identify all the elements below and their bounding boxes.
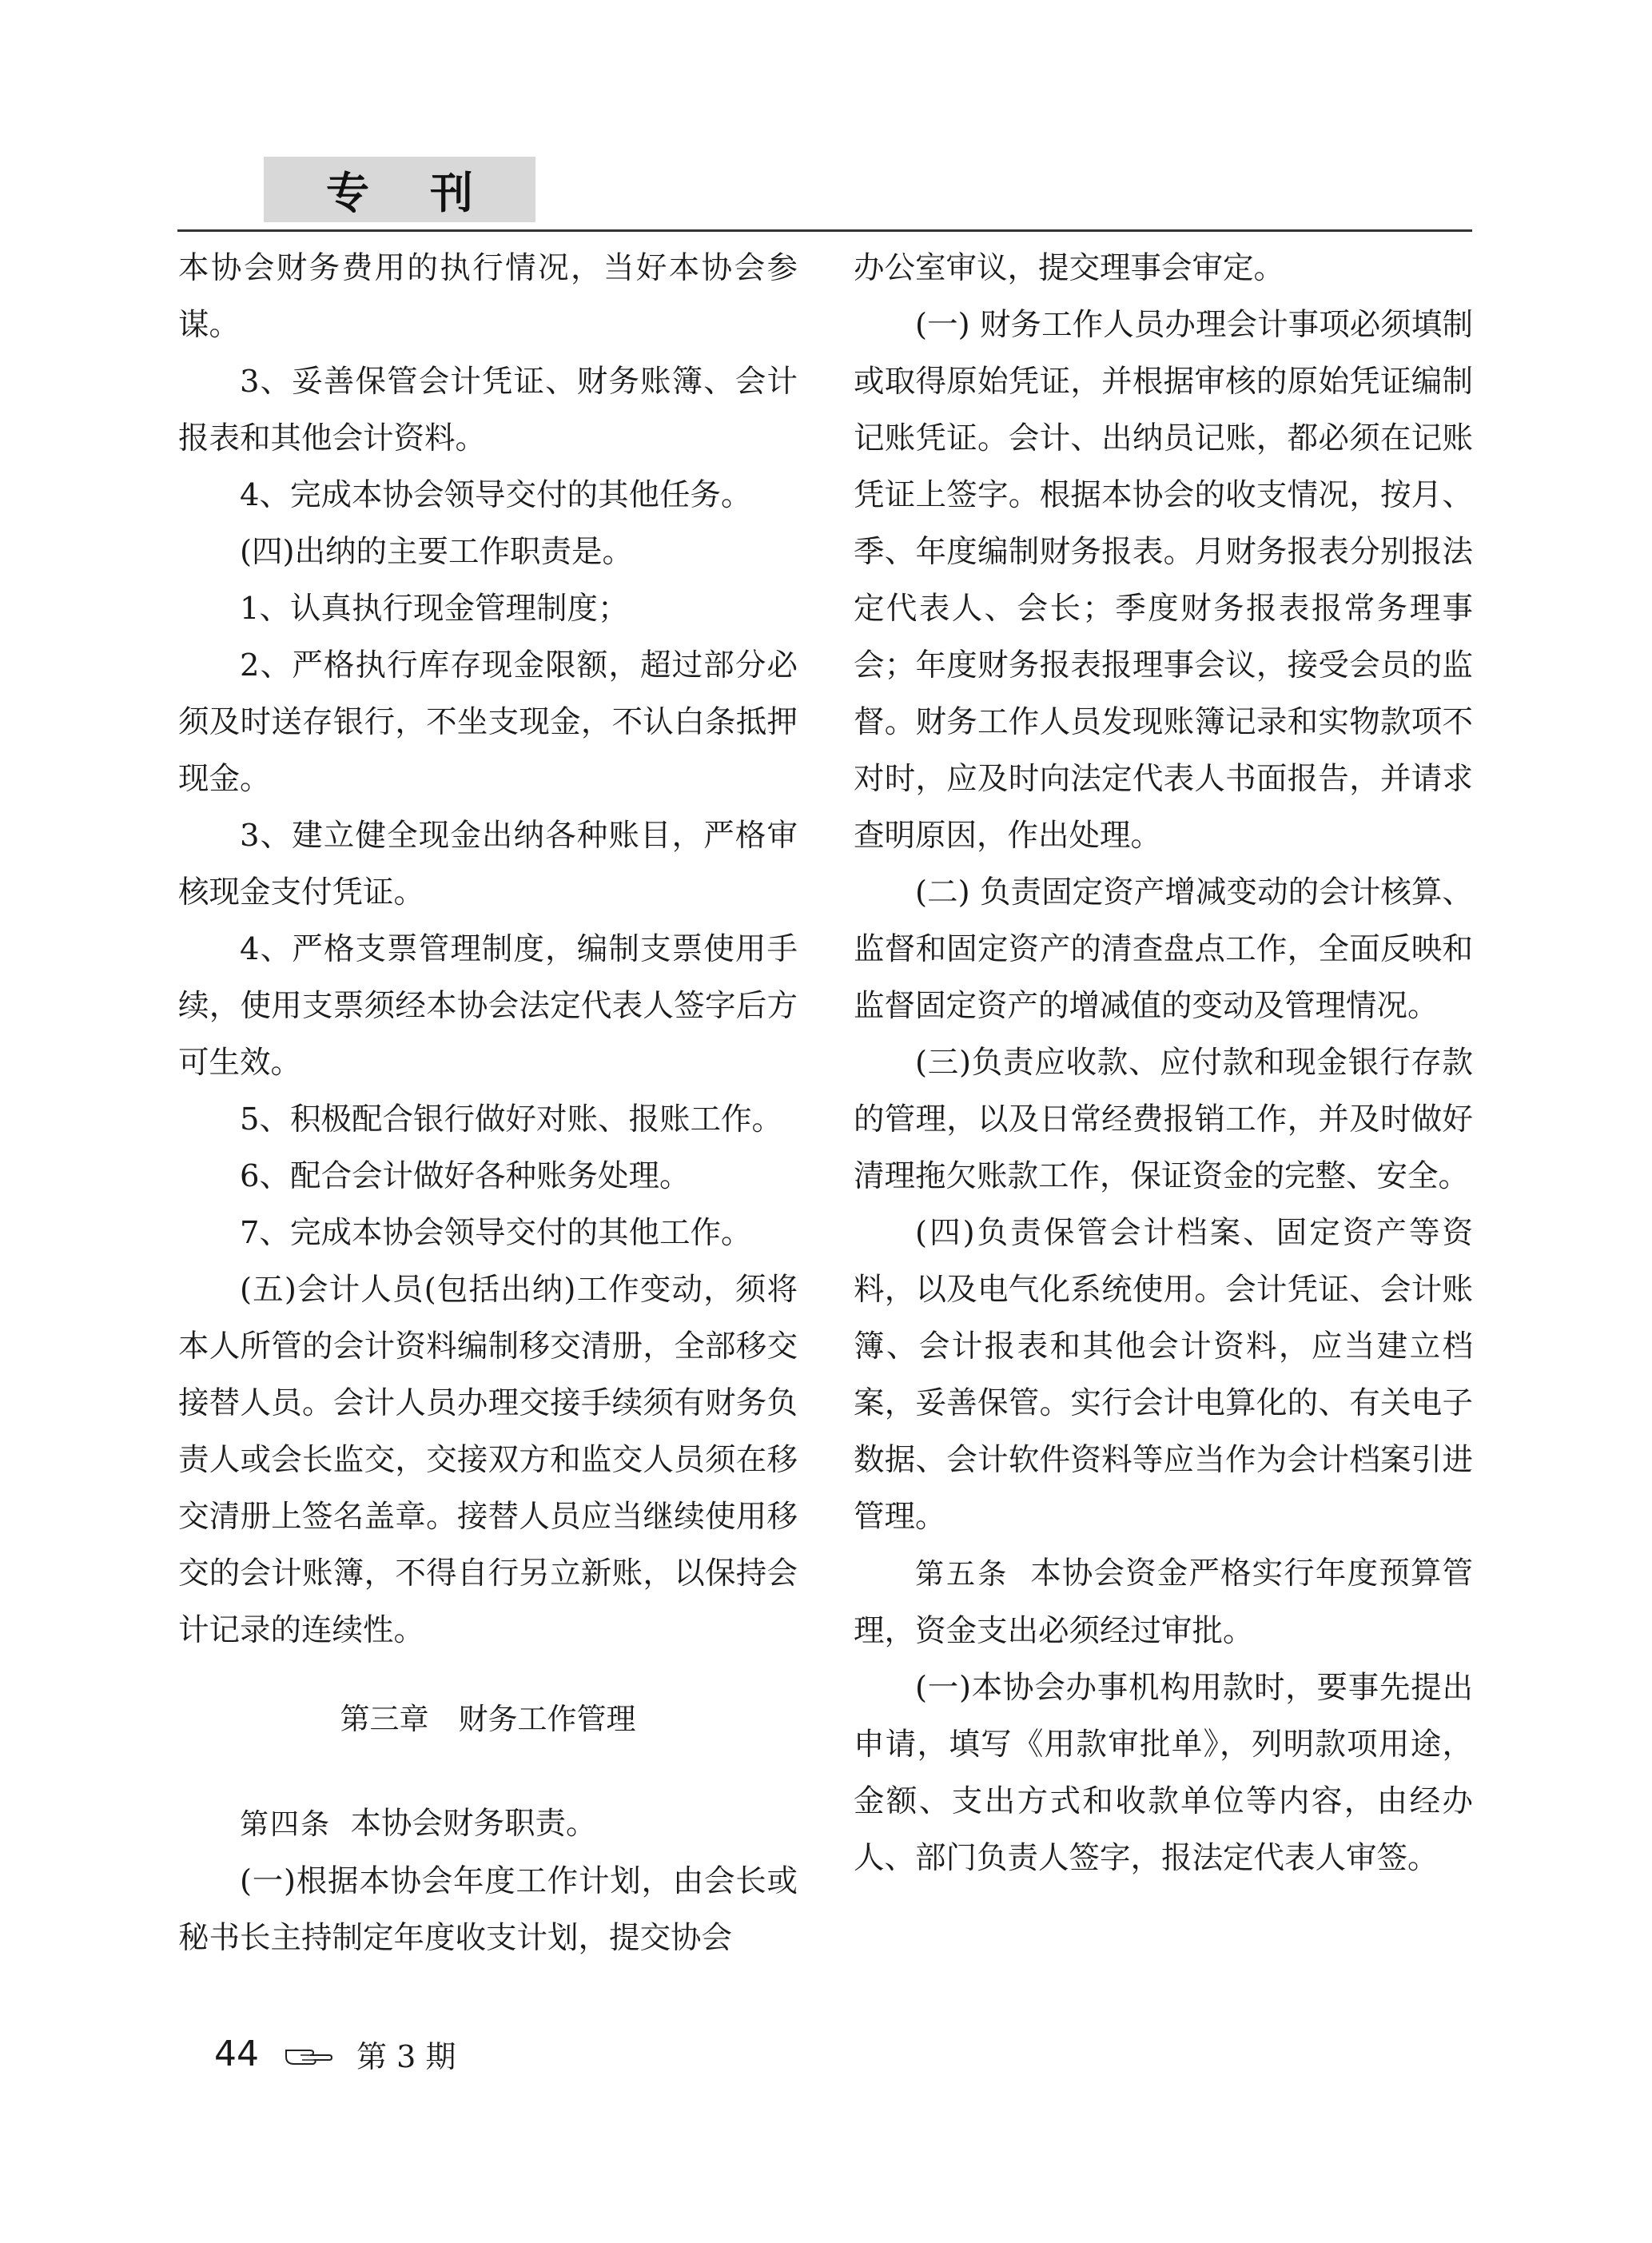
article-paragraph bbox=[854, 1545, 1473, 1659]
section-tab-char-2: 刊 bbox=[430, 167, 473, 218]
section-tab-char-1: 专 bbox=[326, 167, 369, 218]
paragraph: 4、完成本协会领导交付的其他任务。 bbox=[240, 477, 752, 513]
paragraph: 5、积极配合银行做好对账、报账工作。 bbox=[240, 1102, 782, 1137]
paragraph: 4、严格支票管理制度，编制支票使用手续，使用支票须经本协会法定代表人签字后方可生效。 bbox=[178, 931, 798, 1081]
article-text: 本协会资金严格实行年度预算管理，资金支出必须经过审批。 bbox=[854, 1556, 1473, 1649]
paragraph: 3、妥善保管会计凭证、财务账簿、会计报表和其他会计资料。 bbox=[178, 364, 798, 456]
paragraph: (一)本协会办事机构用款时，要事先提出申请，填写《用款审批单》，列明款项用途，金额、支出方式和收款单位等内容，由经办人、部门负责人签字，报法定代表人审签。 bbox=[854, 1670, 1473, 1876]
pointing-hand-icon bbox=[283, 2042, 332, 2066]
right-column bbox=[854, 240, 1473, 1886]
article-label: 第五条 bbox=[915, 1558, 1009, 1591]
paragraph: 1、认真执行现金管理制度； bbox=[240, 591, 629, 627]
paragraph: (一) 财务工作人员办理会计事项必须填制或取得原始凭证，并根据审核的原始凭证编制记账凭证。会计、出纳员记账，都必须在记账凭证上签字。根据本协会的收支情况，按月、季、年度编制财务报表。月财务报表分别报法定代表人、会长；季度财务报表报常务理事会；年度财务报表报理事会议，接受会员的监督。财务工作人员发现账簿记录和实物款项不对时，应及时向法定代表人书面报告，并请求查明原因，作出处理。 bbox=[854, 307, 1473, 854]
page-number: 44 bbox=[214, 2034, 259, 2074]
paragraph: 办公室审议，提交理事会审定。 bbox=[854, 250, 1285, 286]
paragraph: (五)会计人员(包括出纳)工作变动，须将本人所管的会计资料编制移交清册，全部移交接替人员。会计人员办理交接手续须有财务负责人或会长监交，交接双方和监交人员须在移交清册上签名盖章。接替人员应当继续使用移交的会计账簿，不得自行另立新账，以保持会计记录的连续性。 bbox=[178, 1272, 798, 1648]
paragraph: 3、建立健全现金出纳各种账目，严格审核现金支付凭证。 bbox=[178, 818, 798, 910]
page-footer bbox=[214, 2032, 456, 2076]
article-paragraph bbox=[178, 1795, 798, 1853]
paragraph: 本协会财务费用的执行情况，当好本协会参谋。 bbox=[178, 250, 798, 343]
chapter-heading: 第三章 财务工作管理 bbox=[340, 1702, 636, 1736]
header-rule bbox=[177, 229, 1472, 232]
article-label: 第四条 bbox=[240, 1808, 332, 1841]
paragraph: 6、配合会计做好各种账务处理。 bbox=[240, 1158, 691, 1194]
paragraph: 2、严格执行库存现金限额，超过部分必须及时送存银行，不坐支现金，不认白条抵押现金。 bbox=[178, 647, 798, 797]
section-tab bbox=[264, 157, 535, 222]
paragraph: (四)负责保管会计档案、固定资产等资料，以及电气化系统使用。会计凭证、会计账簿、会计报表和其他会计资料，应当建立档案，妥善保管。实行会计电算化的、有关电子数据、会计软件资料等应当作为会计档案引进管理。 bbox=[854, 1215, 1473, 1535]
left-column bbox=[178, 240, 798, 1966]
paragraph: (四)出纳的主要工作职责是。 bbox=[240, 534, 634, 570]
paragraph: 7、完成本协会领导交付的其他工作。 bbox=[240, 1215, 752, 1251]
paragraph: (二) 负责固定资产增减变动的会计核算、监督和固定资产的清查盘点工作，全面反映和监督固定资产的增减值的变动及管理情况。 bbox=[854, 874, 1473, 1024]
issue-label: 第 3 期 bbox=[356, 2039, 456, 2074]
article-text: 本协会财务职责。 bbox=[350, 1806, 597, 1842]
paragraph: (一)根据本协会年度工作计划，由会长或秘书长主持制定年度收支计划，提交协会 bbox=[178, 1863, 798, 1956]
paragraph: (三)负责应收款、应付款和现金银行存款的管理，以及日常经费报销工作，并及时做好清理拖欠账款工作，保证资金的完整、安全。 bbox=[854, 1045, 1473, 1194]
